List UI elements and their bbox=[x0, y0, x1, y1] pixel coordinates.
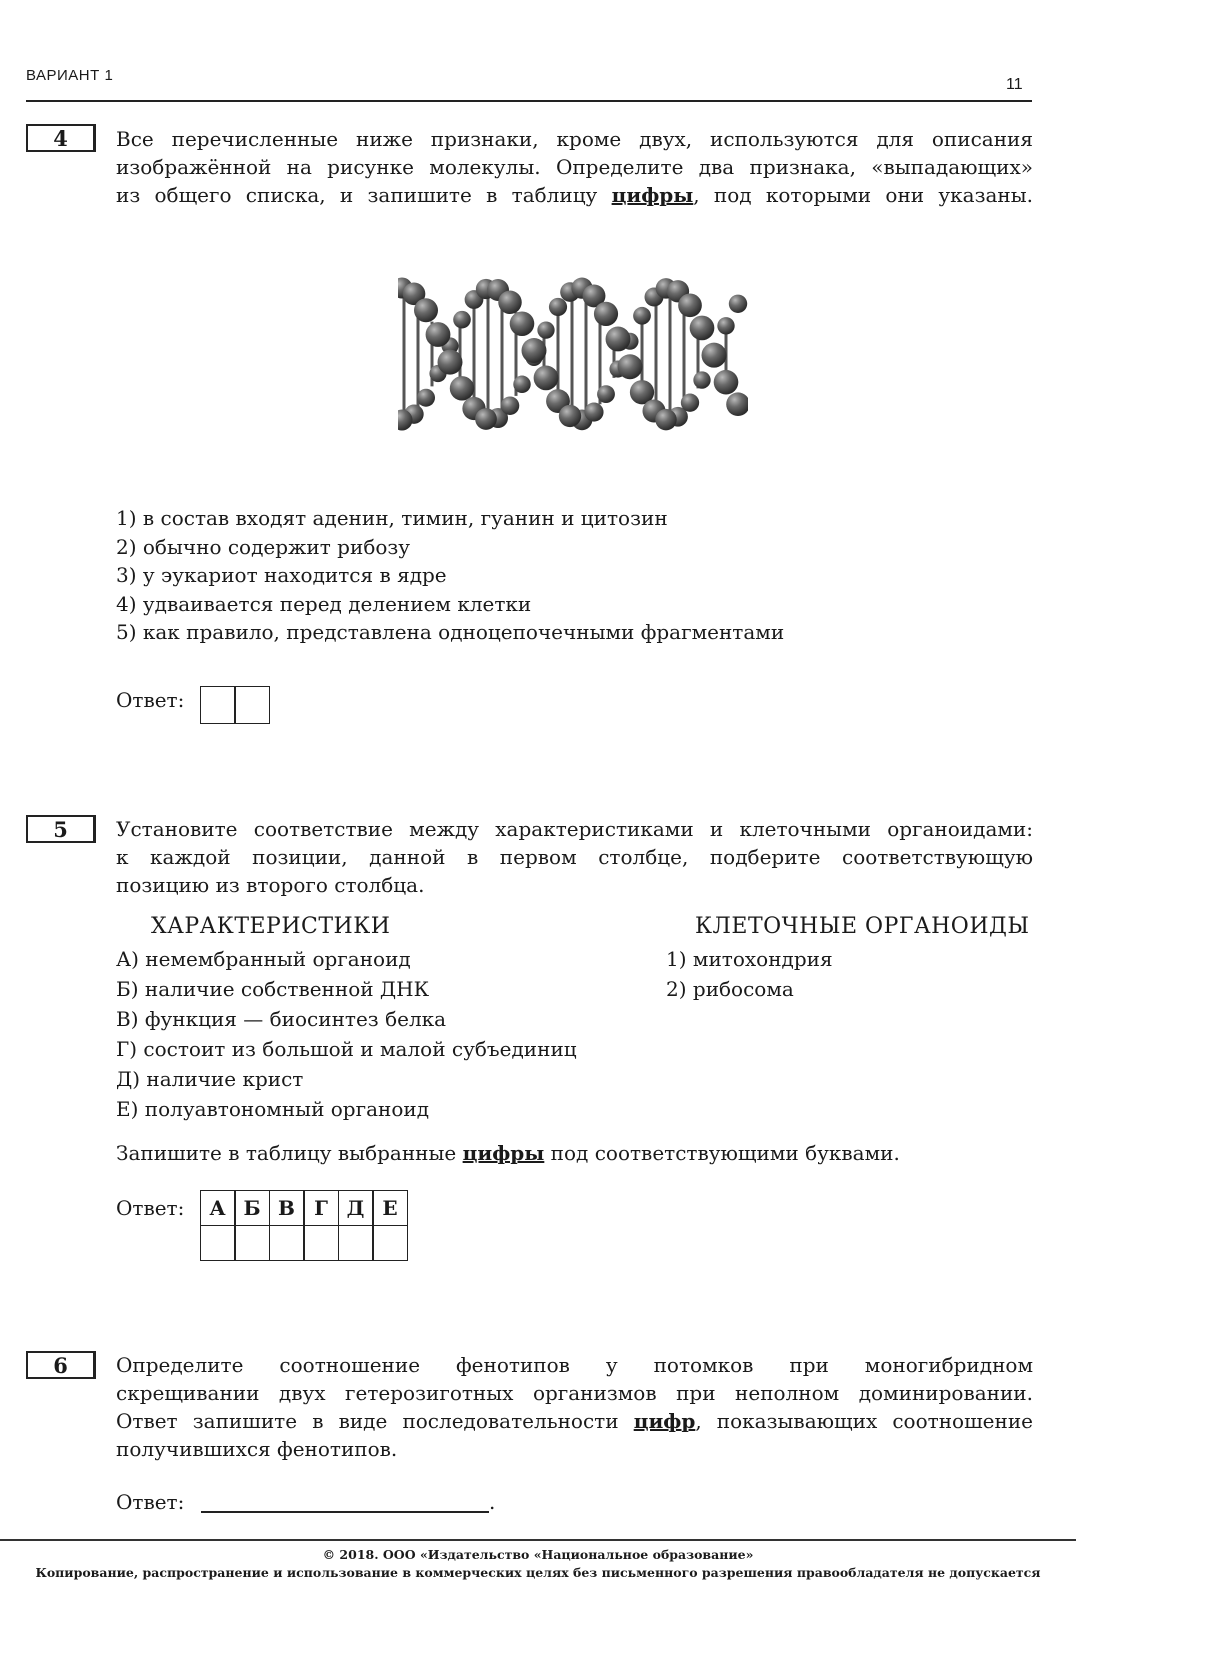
task-4-option-4: 4) удваивается перед делением клетки bbox=[116, 591, 532, 616]
footer-copyright: © 2018. ООО «Издательство «Национальное образование» bbox=[322, 1547, 754, 1562]
task-5-answer-table bbox=[201, 1190, 408, 1261]
dna-nucleotide bbox=[513, 376, 530, 393]
task-4-answer-cells bbox=[201, 686, 270, 724]
letter-cell-e: Е bbox=[372, 1190, 408, 1226]
answer-cell-v[interactable] bbox=[269, 1225, 305, 1261]
characteristics-header: ХАРАКТЕРИСТИКИ bbox=[151, 914, 391, 939]
task-6-statement bbox=[116, 1351, 1033, 1463]
characteristic-e: Е) полуавтономный органоид bbox=[116, 1097, 430, 1121]
task-4-number: 4 bbox=[53, 125, 68, 151]
variant-title: ВАРИАНТ 1 bbox=[26, 67, 114, 84]
dna-nucleotide bbox=[537, 321, 554, 338]
letter-cell-a: А bbox=[200, 1190, 236, 1226]
dna-nucleotide bbox=[655, 409, 676, 430]
dna-molecule-illustration bbox=[398, 268, 748, 446]
footer-divider bbox=[0, 1539, 1076, 1541]
task-6-number: 6 bbox=[53, 1352, 68, 1378]
dna-nucleotide bbox=[510, 311, 535, 336]
task-5-line-2: к каждой позиции, данной в первом столбце, подберите соответствующую bbox=[116, 845, 1033, 869]
characteristic-d: Д) наличие крист bbox=[116, 1067, 304, 1091]
task-4-statement bbox=[116, 125, 1033, 209]
task-6-line-3: Ответ запишите в виде последовательности цифр, показывающих соотношение bbox=[116, 1409, 1034, 1433]
task-4-answer-cell-1[interactable] bbox=[200, 686, 236, 724]
dna-nucleotide bbox=[597, 385, 615, 403]
dna-nucleotide bbox=[606, 327, 631, 352]
digits-emphasis: цифры bbox=[462, 1141, 545, 1165]
letter-cell-g: Г bbox=[303, 1190, 339, 1226]
characteristics-list bbox=[116, 944, 676, 1124]
task-4-option-1: 1) в состав входят аденин, тимин, гуанин и цитозин bbox=[116, 506, 668, 530]
dna-nucleotide bbox=[702, 343, 727, 368]
dna-nucleotide bbox=[584, 403, 603, 422]
task-4-line-2: изображённой на рисунке молекулы. Определите два признака, «выпадающих» bbox=[116, 155, 1033, 179]
task-4-answer-label: Ответ: bbox=[116, 688, 185, 712]
dna-nucleotide bbox=[522, 338, 547, 363]
digits-emphasis: цифры bbox=[611, 183, 694, 207]
task-6-answer-label: Ответ: bbox=[116, 1490, 185, 1514]
organelle-1: 1) митохондрия bbox=[666, 947, 833, 971]
task-6-line-2: скрещивании двух гетерозиготных организмов при неполном доминировании. bbox=[116, 1381, 1033, 1405]
task-5-answer-label: Ответ: bbox=[116, 1196, 185, 1220]
dna-nucleotide bbox=[633, 307, 651, 325]
task-5-number: 5 bbox=[53, 816, 68, 842]
task-4-line-1: Все перечисленные ниже признаки, кроме двух, используются для описания bbox=[116, 127, 1033, 151]
task-6-line-1: Определите соотношение фенотипов у потомков при моногибридном bbox=[116, 1353, 1033, 1377]
task-4-option-2: 2) обычно содержит рибозу bbox=[116, 534, 411, 559]
task-5-line-3: позицию из второго столбца. bbox=[116, 873, 425, 897]
organelles-list bbox=[666, 944, 1006, 1004]
dna-nucleotide bbox=[438, 350, 463, 375]
task-4-line-3: из общего списка, и запишите в таблицу цифры, под которыми они указаны. bbox=[116, 183, 1034, 207]
dna-nucleotide bbox=[426, 322, 451, 347]
dna-nucleotide bbox=[726, 392, 748, 416]
task-5-statement bbox=[116, 815, 1033, 899]
footer-notice: Копирование, распространение и использование в коммерческих целях без письменного разрешения правообладателя не допускается bbox=[35, 1565, 1041, 1580]
organelles-header: КЛЕТОЧНЫЕ ОРГАНОИДЫ bbox=[695, 914, 1030, 939]
dna-nucleotide bbox=[414, 298, 438, 322]
dna-nucleotide bbox=[501, 396, 520, 415]
dna-nucleotide bbox=[453, 311, 471, 329]
task-5-number-box bbox=[26, 815, 96, 843]
answer-cell-b[interactable] bbox=[234, 1225, 270, 1261]
letter-cell-d: Д bbox=[338, 1190, 374, 1226]
dna-nucleotide bbox=[690, 316, 715, 341]
characteristic-a: А) немембранный органоид bbox=[116, 947, 411, 971]
answer-cell-e[interactable] bbox=[372, 1225, 408, 1261]
letter-cell-v: В bbox=[269, 1190, 305, 1226]
task-6-number-box bbox=[26, 1351, 96, 1379]
page-number: 11 bbox=[1006, 76, 1023, 93]
dna-nucleotide bbox=[618, 354, 643, 379]
letter-cell-b: Б bbox=[234, 1190, 270, 1226]
dna-nucleotide bbox=[714, 370, 739, 395]
task-6-line-4: получившихся фенотипов. bbox=[116, 1437, 398, 1461]
answer-table-inputs bbox=[201, 1225, 408, 1261]
task-4-options bbox=[116, 504, 1016, 647]
dna-nucleotide bbox=[534, 366, 559, 391]
dna-nucleotide bbox=[729, 295, 747, 313]
characteristic-v: В) функция — биосинтез белка bbox=[116, 1007, 447, 1031]
task-4-answer-cell-2[interactable] bbox=[234, 686, 270, 724]
dna-nucleotide bbox=[559, 405, 581, 427]
answer-cell-d[interactable] bbox=[338, 1225, 374, 1261]
characteristic-b: Б) наличие собственной ДНК bbox=[116, 977, 430, 1001]
dna-nucleotide bbox=[717, 317, 734, 334]
dna-nucleotide bbox=[498, 291, 521, 314]
dna-nucleotide bbox=[475, 408, 497, 430]
task-4-option-5: 5) как правило, представлена одноцепочечными фрагментами bbox=[116, 620, 785, 644]
header-divider bbox=[26, 100, 1032, 102]
digits-emphasis: цифр bbox=[633, 1409, 696, 1433]
task-4-option-3: 3) у эукариот находится в ядре bbox=[116, 563, 447, 587]
answer-table-letters bbox=[201, 1190, 408, 1226]
organelle-2: 2) рибосома bbox=[666, 977, 794, 1001]
task-4-number-box bbox=[26, 124, 96, 152]
task-6-answer-line[interactable] bbox=[201, 1511, 489, 1513]
dna-nucleotide bbox=[693, 371, 710, 388]
dna-nucleotide bbox=[594, 302, 618, 326]
answer-cell-g[interactable] bbox=[303, 1225, 339, 1261]
dna-nucleotide bbox=[681, 394, 699, 412]
dna-nucleotide bbox=[417, 389, 435, 407]
task-5-instruction: Запишите в таблицу выбранные цифры под соответствующими буквами. bbox=[116, 1141, 900, 1165]
characteristic-g: Г) состоит из большой и малой субъединиц bbox=[116, 1037, 577, 1061]
task-6-answer-period: . bbox=[489, 1490, 496, 1514]
dna-nucleotide bbox=[549, 298, 567, 316]
dna-nucleotide bbox=[450, 376, 474, 400]
task-5-line-1: Установите соответствие между характеристиками и клеточными органоидами: bbox=[116, 817, 1033, 841]
dna-nucleotide bbox=[678, 293, 702, 317]
answer-cell-a[interactable] bbox=[200, 1225, 236, 1261]
